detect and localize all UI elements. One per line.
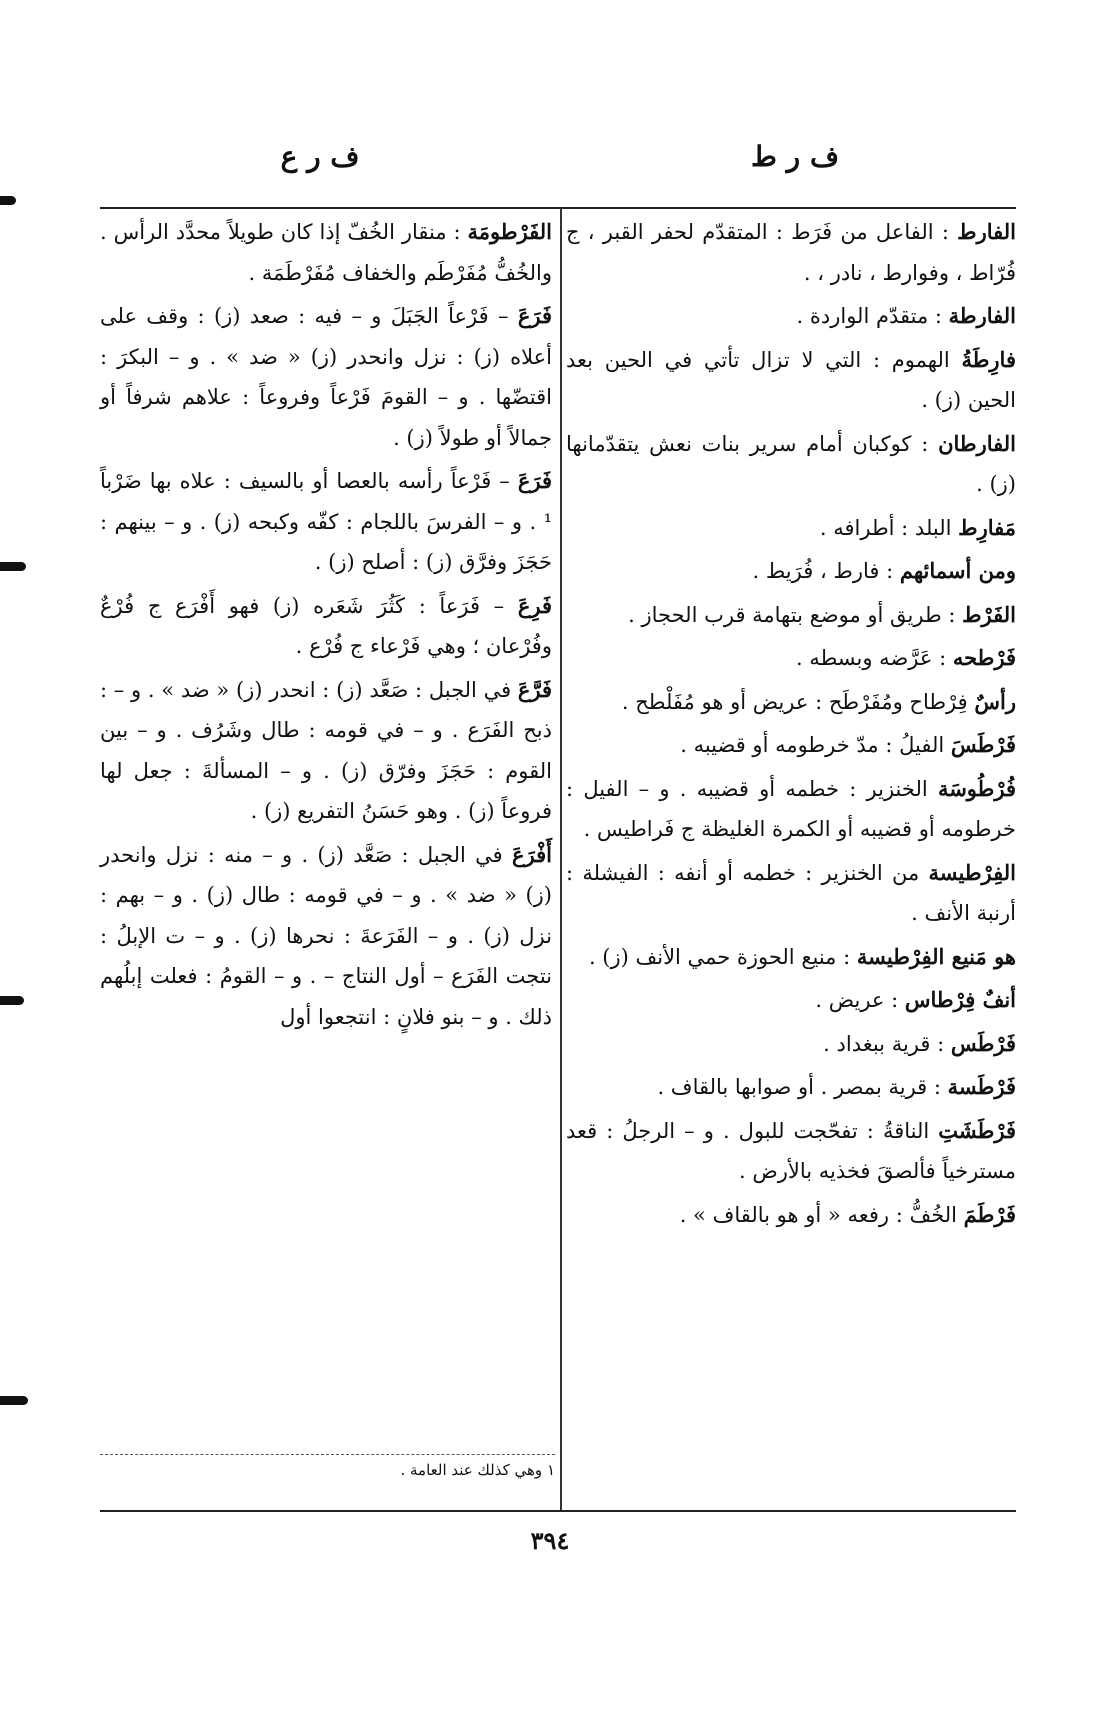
entry-definition: : منقار الخُفّ إذا كان طويلاً محدَّد الرأس . والخُفُّ مُفَرْطَم والخفاف مُفَرْطَمَة . — [100, 220, 552, 285]
top-rule — [100, 207, 1016, 209]
page-number: ٣٩٤ — [530, 1526, 570, 1555]
dictionary-entry — [100, 835, 552, 1038]
entry-definition: البلد : أطرافه . — [819, 515, 952, 540]
dictionary-entry — [566, 769, 1016, 850]
dictionary-entry — [566, 725, 1016, 766]
entry-headword: فَرَعَ — [517, 468, 552, 493]
bottom-rule — [100, 1510, 1016, 1512]
entry-headword: الفِرْطيسة — [928, 859, 1016, 885]
entry-headword: الفَرْط — [962, 601, 1016, 627]
dictionary-entry — [566, 1067, 1016, 1108]
entry-definition: الهموم : التي لا تزال تأتي في الحين بعد الحين (ز) . — [566, 347, 1016, 412]
entry-headword: الفارطة — [948, 303, 1016, 328]
dictionary-entry — [566, 1195, 1016, 1236]
dictionary-entry — [566, 853, 1016, 934]
entry-headword: الفَرْطومَة — [467, 219, 552, 244]
dictionary-entry — [566, 340, 1016, 421]
footnote-rule — [100, 1454, 555, 1455]
entry-headword: فَرْطَسة — [947, 1074, 1016, 1099]
dictionary-entry — [566, 212, 1016, 293]
entry-definition: من الخنزير : خطمه أو أنفه : الفيشلة : أرنبة الأنف . — [566, 860, 1016, 925]
entry-headword: أَفْرَعَ — [511, 841, 552, 867]
binding-mark — [0, 996, 24, 1005]
dictionary-entry — [100, 586, 552, 667]
entry-definition: : فارط ، فُرَيط . — [752, 559, 894, 583]
entry-definition: : كوكبان أمام سرير بنات نعش يتقدّمانها (ز) . — [566, 431, 1016, 496]
entry-headword: رأسٌ — [974, 688, 1016, 714]
dictionary-entry — [566, 937, 1016, 978]
entry-definition: : منيع الحوزة حمي الأنف (ز) . — [588, 944, 851, 969]
entry-headword: فَرْطحه — [952, 645, 1016, 670]
entry-headword: مَفارِط — [958, 514, 1016, 540]
entry-headword: فَرْطَس — [950, 1030, 1016, 1056]
entry-definition: : عريض . — [815, 988, 899, 1012]
dictionary-entry — [566, 296, 1016, 337]
footnote: ١ وهي كذلك عند العامة . — [400, 1461, 555, 1479]
column-divider — [560, 209, 562, 1510]
dictionary-entry — [566, 980, 1016, 1021]
dictionary-entry — [566, 424, 1016, 505]
entry-headword: الفارط — [957, 219, 1016, 244]
root-heading-left: ف ر ع — [280, 140, 360, 173]
entry-definition: – فَرَعاً : كَثُرَ شَعَره (ز) فهو أَفْرَع ج فُرْعٌ وفُرْعان ؛ وهي فَرْعاء ج فُرْع . — [100, 593, 552, 658]
left-column — [100, 212, 552, 1040]
entry-definition: : عَرَّضه وبسطه . — [795, 646, 947, 670]
entry-headword: أنفٌ فِرْطاس — [904, 987, 1016, 1012]
entry-definition: : متقدّم الواردة . — [796, 304, 942, 328]
entry-headword: فارِطَةُ — [961, 346, 1016, 372]
entry-definition: فِرْطاح ومُفَرْطَح : عريض أو هو مُفَلْطح . — [621, 689, 968, 714]
dictionary-entry — [566, 508, 1016, 549]
entry-headword: فَرْطَشَتِ — [938, 1117, 1016, 1143]
dictionary-entry — [566, 595, 1016, 636]
entry-definition: الخُفُّ : رفعه « أو هو بالقاف » . — [679, 1202, 957, 1227]
dictionary-entry — [566, 551, 1016, 592]
dictionary-entry — [100, 461, 552, 583]
dictionary-entry — [100, 296, 552, 458]
entry-definition: – فَرْعاً رأسه بالعصا أو بالسيف : علاه بها ضَرْباً ¹ . و – الفرسَ باللجام : كفّه وكبحه (ز) . و – بينهم : حَجَزَ وفرَّق (ز) : أصلح (ز) . — [100, 469, 552, 574]
dictionary-entry — [100, 212, 552, 293]
root-heading-right: ف ر ط — [751, 140, 839, 173]
entry-headword: هو مَنيع الفِرْطيسة — [856, 943, 1016, 969]
dictionary-entry — [566, 1111, 1016, 1192]
entry-headword: فَرَعَ — [517, 303, 552, 328]
entry-headword: فَرْطَمَ — [963, 1201, 1016, 1227]
dictionary-entry — [566, 638, 1016, 679]
entry-definition: : قرية ببغداد . — [823, 1031, 945, 1056]
binding-mark — [0, 196, 16, 205]
binding-mark — [0, 562, 26, 571]
dictionary-entry — [566, 682, 1016, 723]
entry-headword: فُرْطُوسَة — [937, 775, 1016, 801]
entry-definition: الناقةُ : تفحّجت للبول . و – الرجلُ : قعد مسترخياً فألصقَ فخذيه بالأرض . — [566, 1118, 1016, 1183]
right-column — [566, 212, 1016, 1238]
entry-headword: فَرَّعَ — [517, 676, 552, 702]
entry-definition: في الجبل : صَعَّد (ز) : انحدر (ز) « ضد » . و – : ذبح الفَرَع . و – في قومه : طال وشَرُف . و – بين القوم : حَجَزَ وفرّق (ز) . و – المسألةَ : جعل لها فروعاً (ز) . وهو حَسَنُ التفريع (ز) . — [100, 677, 552, 823]
entry-definition: الفيلُ : مدّ خرطومه أو قضيبه . — [680, 733, 945, 757]
entry-definition: – فَرْعاً الجَبَلَ و – فيه : صعد (ز) : وقف على أعلاه (ز) : نزل وانحدر (ز) « ضد » . و – البكرَ : اقتضّها . و – القومَ فَرْعاً وفروعاً : علاهم شرفاً أو جمالاً أو طولاً (ز) . — [100, 304, 552, 450]
entry-headword: ومن أسمائهم — [899, 558, 1016, 583]
entry-definition: الخنزير : خطمه أو قضيبه . و – الفيل : خرطومه أو قضيبه أو الكمرة الغليظة ج فَراطيس . — [566, 776, 1016, 841]
entry-headword: فَرْطَسَ — [950, 732, 1016, 757]
entry-headword: فَرِعَ — [517, 592, 552, 618]
entry-definition: : الفاعل من فَرَط : المتقدّم لحفر القبر ، ج فُرّاط ، وفوارط ، نادر ، . — [566, 220, 1016, 285]
entry-definition: في الجبل : صَعَّد (ز) . و – منه : نزل وانحدر (ز) « ضد » . و – في قومه : طال (ز) . و – بهم : نزل (ز) . و – الفَرَعةَ : نحرها (ز) . و – ت الإبلُ : نتجت الفَرَع – أول النتاج – . و – القومُ : فعلت إبلُهم ذلك . و – بنو فلانٍ : انتجعوا أول — [100, 842, 552, 1029]
dictionary-entry — [566, 1024, 1016, 1065]
binding-mark — [0, 1396, 28, 1405]
entry-headword: الفارطان — [938, 430, 1016, 456]
entry-definition: : طريق أو موضع بتهامة قرب الحجاز . — [628, 602, 956, 627]
entry-definition: : قرية بمصر . أو صوابها بالقاف . — [657, 1075, 941, 1099]
dictionary-entry — [100, 670, 552, 832]
